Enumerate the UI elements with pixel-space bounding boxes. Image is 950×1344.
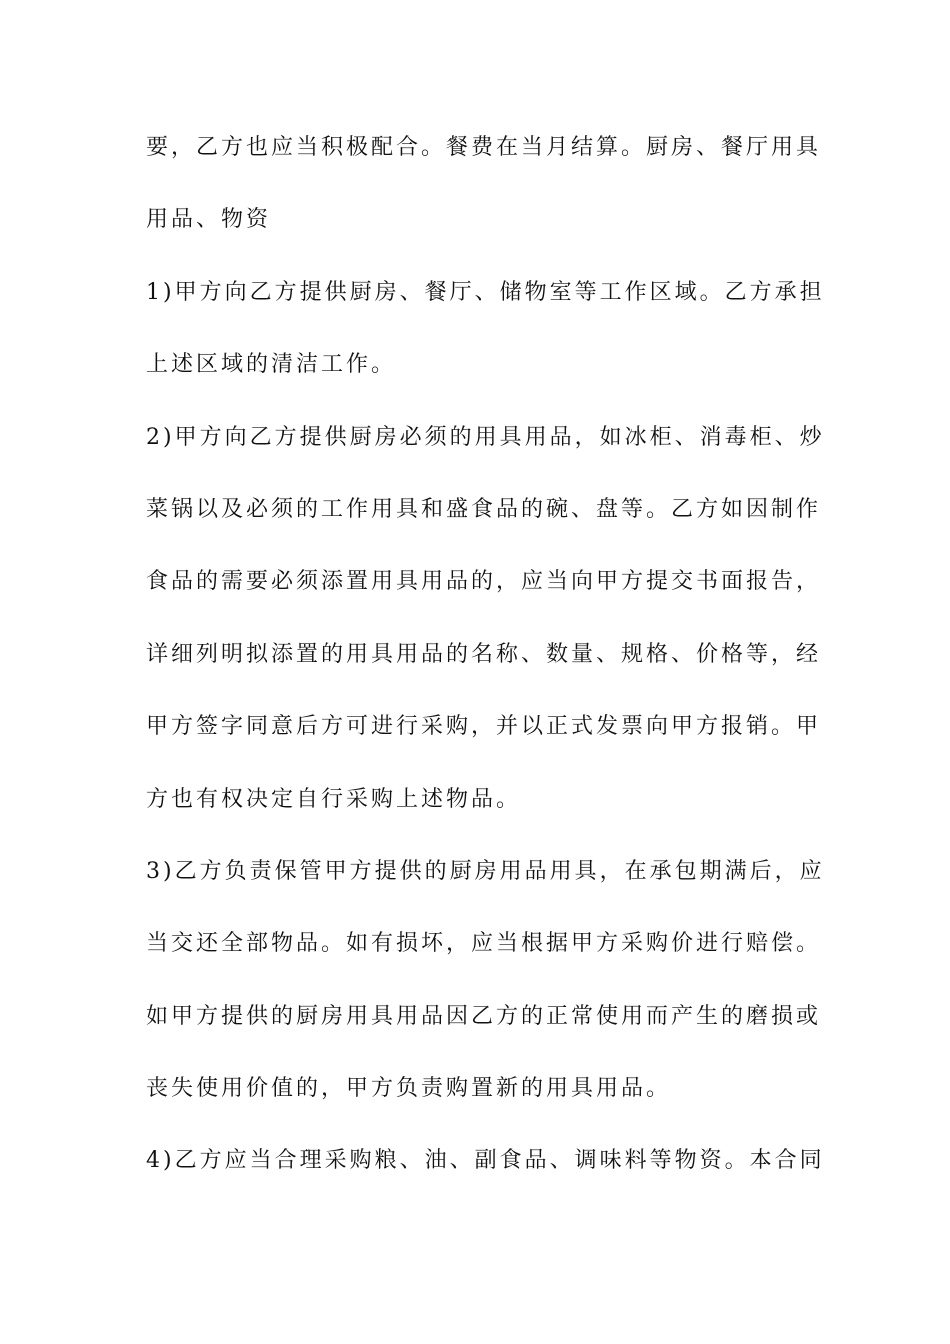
text-line-15: 4)乙方应当合理采购粮、油、副食品、调味料等物资。本合同 [146,1148,825,1174]
text-line-5: 2)甲方向乙方提供厨房必须的用具用品，如冰柜、消毒柜、炒 [146,424,825,450]
text-line-2: 用品、物资 [146,207,272,233]
text-line-10: 方也有权决定自行采购上述物品。 [146,786,522,812]
text-line-9: 甲方签字同意后方可进行采购，并以正式发票向甲方报销。甲 [146,714,822,740]
text-line-11: 3)乙方负责保管甲方提供的厨房用品用具，在承包期满后，应 [146,858,825,884]
document-body [146,130,825,1216]
text-line-8: 详细列明拟添置的用具用品的名称、数量、规格、价格等，经 [146,641,822,667]
text-line-13: 如甲方提供的厨房用具用品因乙方的正常使用而产生的磨损或 [146,1003,822,1029]
text-line-14: 丧失使用价值的，甲方负责购置新的用具用品。 [146,1076,672,1102]
text-line-7: 食品的需要必须添置用具用品的，应当向甲方提交书面报告， [146,569,822,595]
text-line-3: 1)甲方向乙方提供厨房、餐厅、储物室等工作区域。乙方承担 [146,279,825,305]
text-line-4: 上述区域的清洁工作。 [146,352,397,378]
text-line-6: 菜锅以及必须的工作用具和盛食品的碗、盘等。乙方如因制作 [146,496,822,522]
text-line-12: 当交还全部物品。如有损坏，应当根据甲方采购价进行赔偿。 [146,931,822,957]
text-line-1: 要，乙方也应当积极配合。餐费在当月结算。厨房、餐厅用具 [146,135,822,160]
